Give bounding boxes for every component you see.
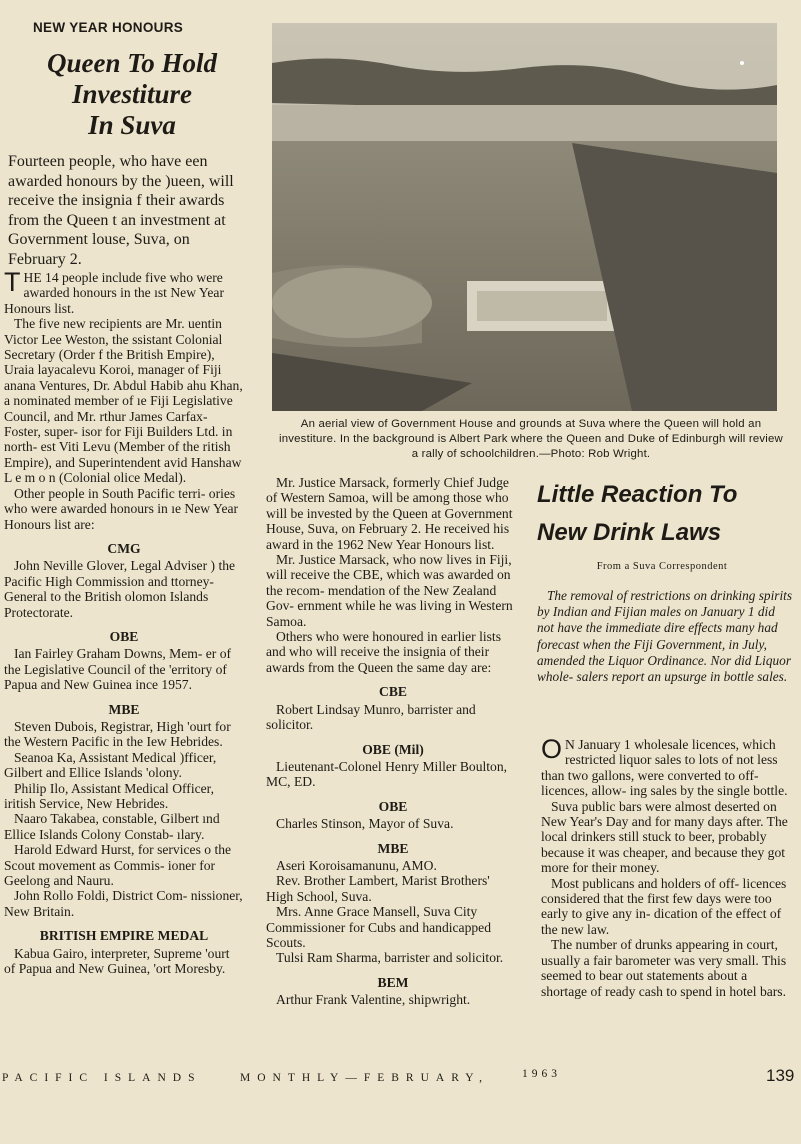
award-entry: Ian Fairley Graham Downs, Mem- er of the Legislative Council of the 'erritory of Papua and New Guinea ince 1957. — [4, 646, 232, 693]
paragraph: Others who were honoured in earlier lists and who will receive the insignia of their awards from the Queen the same day are: — [266, 629, 501, 675]
headline-line: Queen To Hold — [46, 48, 217, 78]
award-entry: Rev. Brother Lambert, Marist Brothers' High School, Suva. — [266, 873, 490, 904]
column-right — [541, 734, 793, 999]
second-headline — [537, 476, 787, 552]
aerial-photo — [272, 23, 777, 411]
byline: From a Suva Correspondent — [596, 561, 728, 572]
footer-publication-middle: MONTHLY—FEBRUARY, — [240, 1072, 489, 1084]
paragraph: Other people in South Pacific terri- ories who were awarded honours in ıe New Year Honours list are: — [4, 485, 239, 532]
paragraph: Suva public bars were almost deserted on New Year's Day and for many days after. The local drinkers still stuck to beer, probably because it was cheaper, and because they got more for their money. — [541, 798, 788, 876]
headline-line: In Suva — [88, 110, 176, 140]
award-heading-cmg: CMG — [107, 540, 141, 556]
headline-line: Little Reaction To — [537, 481, 738, 508]
footer-publication-left: PACIFIC ISLANDS — [2, 1072, 202, 1084]
column-middle — [266, 475, 520, 1008]
award-heading-mbe: MBE — [377, 840, 409, 856]
intro-paragraph: O N January 1 wholesale licences, which restricted liquor sales to lots of not less than two gallons, were converted to off-licences, allow- ing sales by the single bottle. — [541, 734, 788, 799]
headline-line: New Drink Laws — [537, 519, 722, 546]
page-number: 139 — [766, 1066, 795, 1085]
award-entry: John Neville Glover, Legal Adviser ) the Pacific High Commission and ttorney-General to the British olomon Islands Protectorate. — [4, 558, 236, 620]
award-entry: Tulsi Ram Sharma, barrister and solicitor. — [276, 950, 504, 966]
drop-cap: T — [4, 267, 21, 297]
award-heading-obe: OBE — [109, 628, 139, 644]
award-entry: Lieutenant-Colonel Henry Miller Boulton, MC, ED. — [266, 758, 508, 790]
column-left — [4, 267, 244, 977]
paragraph: Mr. Justice Marsack, who now lives in Fiji, will receive the CBE, which was awarded on the recom- mendation of the New Zealand Gov- ernment while he was living in Western Samoa. — [266, 552, 513, 629]
award-heading-obe-mil: OBE (Mil) — [362, 741, 424, 757]
section-label: NEW YEAR HONOURS — [33, 20, 184, 35]
award-entry: Mrs. Anne Grace Mansell, Suva City Commissioner for Cubs and handicapped Scouts. — [266, 904, 492, 950]
intro-paragraph: THE 14 people include five who were awarded honours in the ıst New Year Honours list. — [4, 267, 224, 316]
award-entry: Kabua Gairo, interpreter, Supreme 'ourt of Papua and New Guinea, 'ort Moresby. — [4, 945, 230, 977]
award-entry: John Rollo Foldi, District Com- nissioner, New Britain. — [4, 888, 243, 919]
award-entry: Seanoa Ka, Assistant Medical )fficer, Gilbert and Ellice Islands 'olony. — [4, 749, 217, 781]
award-heading-obe: OBE — [378, 798, 408, 814]
award-heading-bem: BEM — [377, 974, 409, 990]
award-heading-cbe: CBE — [379, 684, 407, 700]
award-entry: Arthur Frank Valentine, shipwright. — [276, 992, 471, 1008]
main-headline — [8, 48, 256, 141]
paragraph: Mr. Justice Marsack, formerly Chief Judge of Western Samoa, will be among those who will be invested by the Queen at Government House, Suva, on February 2. He received his award in the 1962 New Year Honours list. — [266, 475, 513, 552]
photo-caption: An aerial view of Government House and grounds at Suva where the Queen will hold an investiture. In the background is Albert Park where the Queen and Duke of Edinburgh will review a rally of schoolchildren.—Photo: Rob Wright. — [278, 418, 783, 460]
standfirst: The removal of restrictions on drinking spirits by Indian and Fijian males on January 1 did not have the immediate dire effects many had forecast when the Fiji Government, in July, amended the Liquor Ordinance. Nor did Liquor whole- salers report an upsurge in bottle sales. — [537, 588, 793, 685]
award-heading-mbe: MBE — [108, 701, 140, 717]
lede-paragraph: Fourteen people, who have een awarded honours by the )ueen, will receive the insignia f their awards from the Queen t an investment at Government louse, Suva, on February 2. — [8, 153, 234, 268]
headline-line: Investiture — [71, 79, 192, 109]
paragraph: Most publicans and holders of off- licences considered that the first few days were too early to give any in- dication of the effect of the new law. — [541, 875, 787, 937]
paragraph: The number of drunks appearing in court, usually a fair barometer was very small. This seemed to bear out statements about a shortage of ready cash to spend in hotel bars. — [541, 937, 787, 999]
award-entry: Aseri Koroisamanunu, AMO. — [276, 857, 437, 873]
paragraph: The five new recipients are Mr. uentin Victor Lee Weston, the ssistant Colonial Secretary (Order f the British Empire), Uraia layacalevu Koroi, manager of Fiji anana Ventures, Dr. Abdul Habib ahu Khan, a nominated member of ıe Fiji Legislative Council, and Mr. rthur James Carfax-Foster, super- isor for Fiji Builders Ltd. in north- est Viti Levu (Member of the ritish Empire), and Superintendent avid Hanshaw L e m o n (Colonial olice Medal). — [4, 316, 243, 486]
drop-cap: O — [541, 734, 563, 764]
award-heading-bem: BRITISH EMPIRE MEDAL — [39, 928, 209, 944]
award-entry: Steven Dubois, Registrar, High 'ourt for the Western Pacific in the Iew Hebrides. — [4, 718, 231, 750]
award-entry: Robert Lindsay Munro, barrister and solicitor. — [266, 701, 476, 733]
award-entry: Naaro Takabea, constable, Gilbert ınd Ellice Islands Colony Constab- ılary. — [4, 811, 220, 842]
footer-year: 1963 — [522, 1068, 561, 1080]
award-entry: Harold Edward Hurst, for services o the Scout movement as Commis- ioner for Geelong and Nauru. — [4, 842, 232, 889]
award-entry: Charles Stinson, Mayor of Suva. — [276, 816, 454, 832]
award-entry: Philip Ilo, Assistant Medical Officer, iritish Service, New Hebrides. — [4, 780, 215, 811]
